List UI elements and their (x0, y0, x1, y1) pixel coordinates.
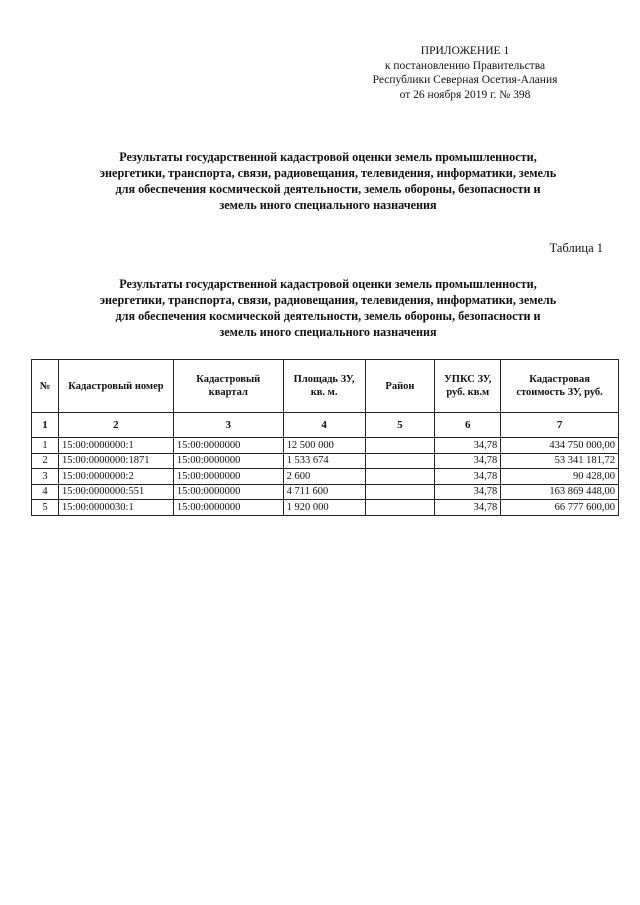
column-header-cadastral-quarter: Кадастровый квартал (173, 360, 283, 413)
district-cell (365, 484, 435, 500)
column-header-district: Район (365, 360, 435, 413)
cadastral-quarter-cell: 15:00:0000000 (173, 484, 283, 500)
table-row (32, 500, 619, 516)
district-cell (365, 469, 435, 485)
table-caption: Таблица 1 (549, 241, 603, 255)
cadastral-value-cell: 163 869 448,00 (501, 484, 619, 500)
specific-value-cell: 34,78 (435, 484, 501, 500)
specific-value-cell: 34,78 (435, 453, 501, 469)
area-cell: 1 920 000 (283, 500, 365, 516)
row-number-cell: 1 (32, 438, 59, 454)
table-row (32, 438, 619, 454)
column-number: 4 (283, 413, 365, 438)
table-header-row (32, 360, 619, 413)
area-cell: 2 600 (283, 469, 365, 485)
district-cell (365, 500, 435, 516)
specific-value-cell: 34,78 (435, 438, 501, 454)
cadastral-quarter-cell: 15:00:0000000 (173, 500, 283, 516)
specific-value-cell: 34,78 (435, 500, 501, 516)
table-title (58, 276, 598, 340)
valuation-table (31, 359, 619, 516)
document-title-line: земель иного специального назначения (219, 198, 437, 212)
table-title-line: для обеспечения космической деятельности, земель обороны, безопасности и (115, 309, 541, 323)
column-header-number: № (32, 360, 59, 413)
cadastral-number-cell: 15:00:0000000:1 (58, 438, 173, 454)
cadastral-number-cell: 15:00:0000030:1 (58, 500, 173, 516)
table-title-line: земель иного специального назначения (219, 325, 437, 339)
document-title (58, 149, 598, 213)
specific-value-cell: 34,78 (435, 469, 501, 485)
row-number-cell: 3 (32, 469, 59, 485)
cadastral-number-cell: 15:00:0000000:1871 (58, 453, 173, 469)
cadastral-quarter-cell: 15:00:0000000 (173, 438, 283, 454)
cadastral-value-cell: 53 341 181,72 (501, 453, 619, 469)
table-row (32, 453, 619, 469)
area-cell: 12 500 000 (283, 438, 365, 454)
table-title-line: энергетики, транспорта, связи, радиовещания, телевидения, информатики, земель (99, 293, 557, 307)
cadastral-value-cell: 434 750 000,00 (501, 438, 619, 454)
cadastral-value-cell: 90 428,00 (501, 469, 619, 485)
row-number-cell: 2 (32, 453, 59, 469)
table-title-line: Результаты государственной кадастровой оценки земель промышленности, (119, 277, 537, 291)
column-number-row (32, 413, 619, 438)
column-number: 6 (435, 413, 501, 438)
cadastral-quarter-cell: 15:00:0000000 (173, 469, 283, 485)
column-header-cadastral-value: Кадастровая стоимость ЗУ, руб. (501, 360, 619, 413)
table-row (32, 469, 619, 485)
column-number: 1 (32, 413, 59, 438)
appendix-decree-line: к постановлению Правительства (384, 59, 546, 72)
row-number-cell: 5 (32, 500, 59, 516)
appendix-header (355, 44, 575, 102)
column-header-specific-value: УПКС ЗУ, руб. кв.м (435, 360, 501, 413)
district-cell (365, 453, 435, 469)
column-number: 7 (501, 413, 619, 438)
district-cell (365, 438, 435, 454)
document-title-line: энергетики, транспорта, связи, радиовещания, телевидения, информатики, земель (99, 166, 557, 180)
appendix-government-line: Республики Северная Осетия-Алания (372, 74, 558, 86)
column-number: 2 (58, 413, 173, 438)
column-number: 3 (173, 413, 283, 438)
cadastral-number-cell: 15:00:0000000:2 (58, 469, 173, 485)
cadastral-number-cell: 15:00:0000000:551 (58, 484, 173, 500)
table-row (32, 484, 619, 500)
area-cell: 1 533 674 (283, 453, 365, 469)
column-number: 5 (365, 413, 435, 438)
column-header-area: Площадь ЗУ, кв. м. (283, 360, 365, 413)
appendix-label: ПРИЛОЖЕНИЕ 1 (420, 45, 510, 57)
cadastral-value-cell: 66 777 600,00 (501, 500, 619, 516)
row-number-cell: 4 (32, 484, 59, 500)
document-title-line: для обеспечения космической деятельности, земель обороны, безопасности и (115, 182, 541, 196)
column-header-cadastral-number: Кадастровый номер (58, 360, 173, 413)
document-title-line: Результаты государственной кадастровой оценки земель промышленности, (119, 150, 537, 164)
appendix-date-line: от 26 ноября 2019 г. № 398 (399, 88, 531, 101)
cadastral-quarter-cell: 15:00:0000000 (173, 453, 283, 469)
area-cell: 4 711 600 (283, 484, 365, 500)
